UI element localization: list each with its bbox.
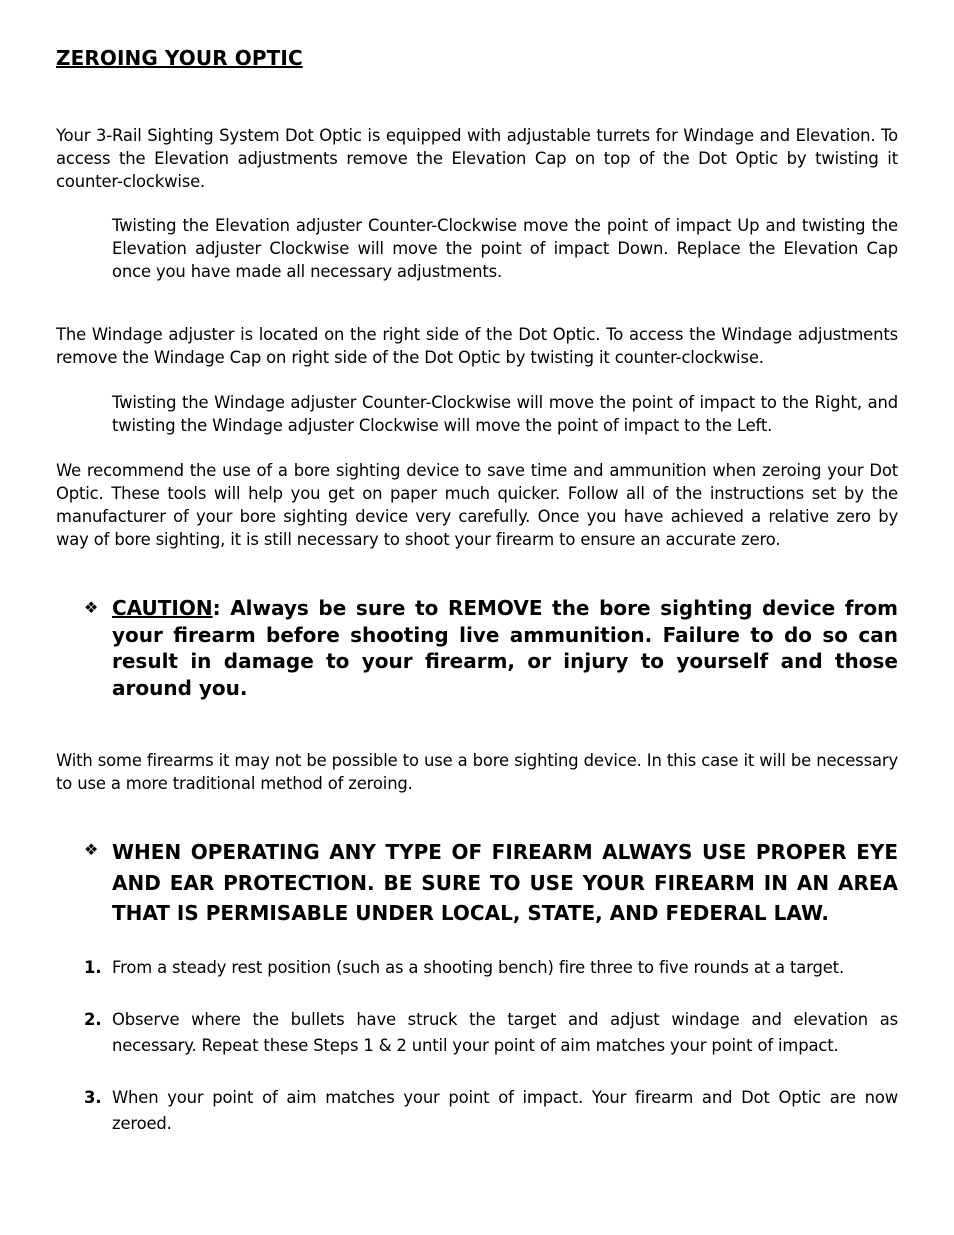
step-text: When your point of aim matches your point of impact. Your firearm and Dot Optic are now zeroed.: [112, 1088, 898, 1133]
windage-intro-paragraph: The Windage adjuster is located on the right side of the Dot Optic. To access the Windage adjustments remove the Windage Cap on right side of the Dot Optic by twisting it counter-clockwise.: [56, 325, 898, 367]
safety-warning-text: WHEN OPERATING ANY TYPE OF FIREARM ALWAYS USE PROPER EYE AND EAR PROTECTION. BE SURE TO USE YOUR FIREARM IN AN AREA THAT IS PERMISABLE UNDER LOCAL, STATE, AND FEDERAL LAW.: [112, 840, 898, 925]
diamond-bullet-icon: ❖: [84, 840, 99, 859]
step-number: 2.: [84, 1010, 102, 1029]
step-item-3: [84, 1085, 898, 1137]
windage-note-paragraph: Twisting the Windage adjuster Counter-Clockwise will move the point of impact to the Right, and twisting the Windage adjuster Clockwise will move the point of impact to the Left.: [112, 393, 898, 435]
step-text: From a steady rest position (such as a shooting bench) fire three to five rounds at a target.: [112, 958, 844, 977]
caution-text: [112, 595, 898, 701]
caution-body: : Always be sure to REMOVE the bore sighting device from your firearm before shooting live ammunition. Failure to do so can result in damage to your firearm, or injury to yourself and those around you.: [112, 596, 898, 700]
elevation-note-paragraph: Twisting the Elevation adjuster Counter-Clockwise move the point of impact Up and twisting the Elevation adjuster Clockwise will move the point of impact Down. Replace the Elevation Cap once you have made all necessary adjustments.: [112, 216, 898, 281]
step-text: Observe where the bullets have struck the target and adjust windage and elevation as necessary. Repeat these Steps 1 & 2 until your point of aim matches your point of impact.: [112, 1010, 898, 1055]
caution-callout: [84, 595, 898, 701]
no-bore-sighting-paragraph: With some firearms it may not be possible to use a bore sighting device. In this case it will be necessary to use a more traditional method of zeroing.: [56, 751, 898, 793]
caution-label: CAUTION: [112, 596, 213, 620]
safety-warning-callout: [84, 837, 898, 929]
page-title: ZEROING YOUR OPTIC: [56, 46, 303, 70]
step-number: 3.: [84, 1088, 102, 1107]
bore-sighting-paragraph: We recommend the use of a bore sighting device to save time and ammunition when zeroing your Dot Optic. These tools will help you get on paper much quicker. Follow all of the instructions set by the manufacturer of your bore sighting device very carefully. Once you have achieved a relative zero by way of bore sighting, it is still necessary to shoot your firearm to ensure an accurate zero.: [56, 461, 898, 549]
intro-paragraph: Your 3-Rail Sighting System Dot Optic is equipped with adjustable turrets for Windage and Elevation. To access the Elevation adjustments remove the Elevation Cap on top of the Dot Optic by twisting it counter-clockwise.: [56, 126, 898, 191]
diamond-bullet-icon: ❖: [84, 598, 99, 617]
step-item-2: [84, 1007, 898, 1059]
step-item-1: [84, 955, 898, 981]
step-number: 1.: [84, 958, 102, 977]
